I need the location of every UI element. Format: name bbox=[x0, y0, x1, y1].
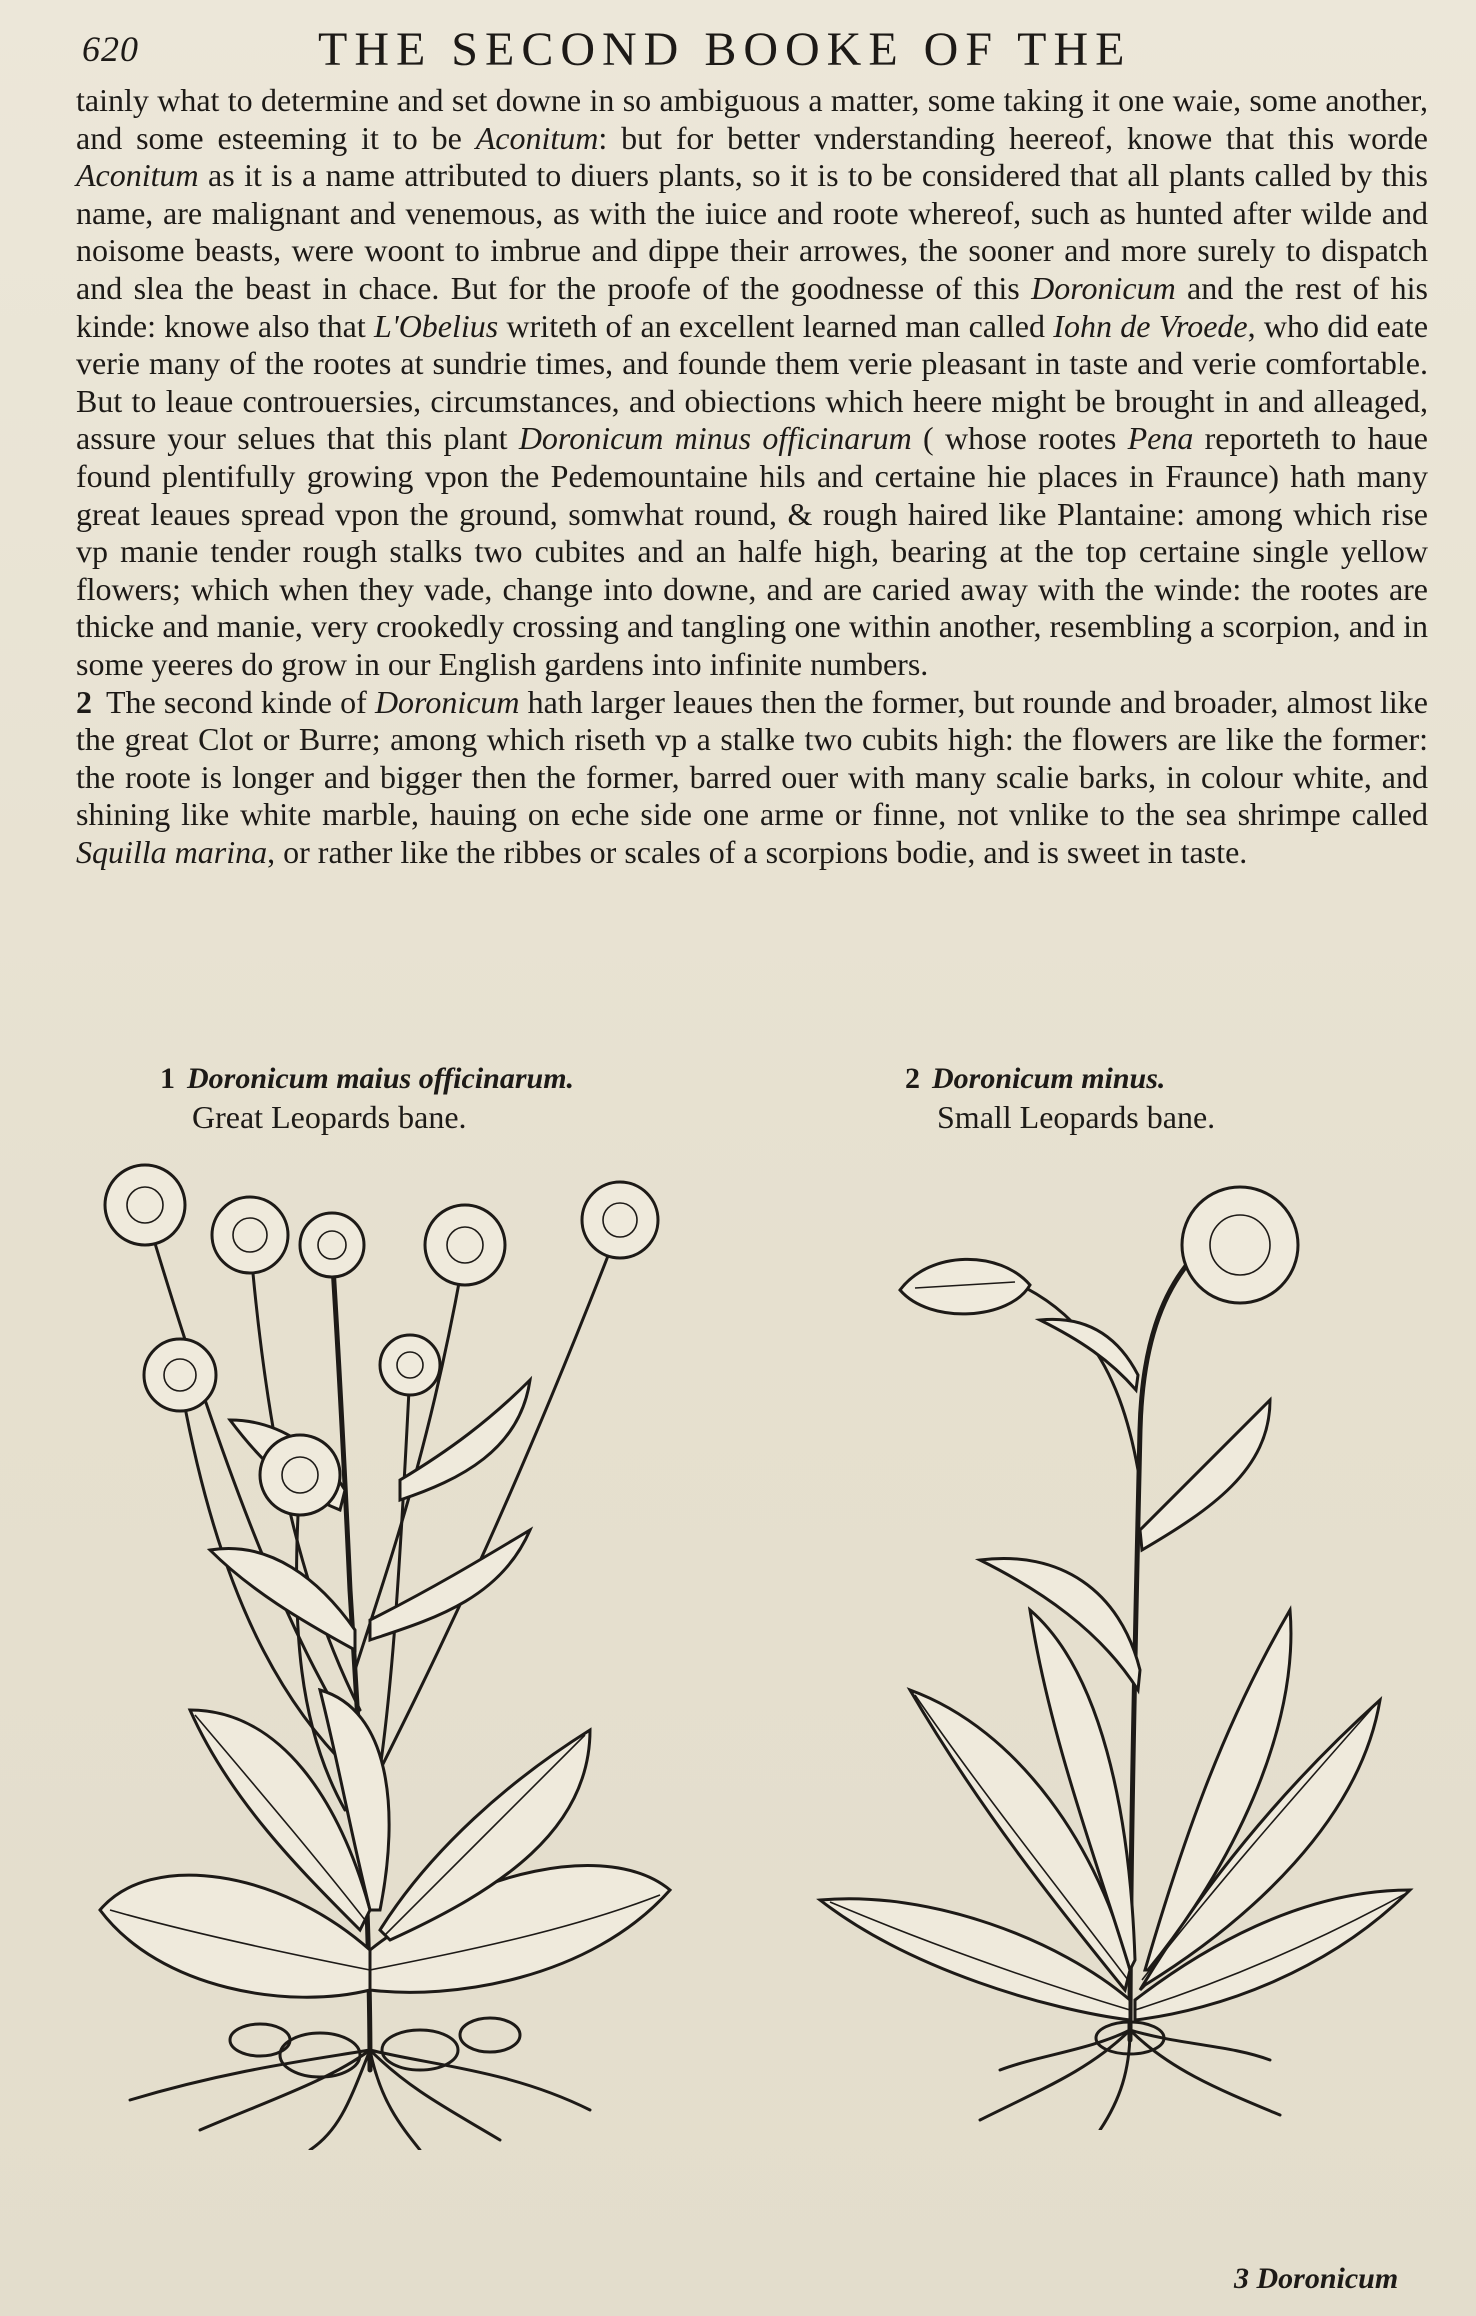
woodcut-small-leopards-bane bbox=[800, 1170, 1420, 2130]
woodcut-great-leopards-bane bbox=[70, 1150, 710, 2150]
running-head: THE SECOND BOOKE OF THE bbox=[318, 23, 1132, 76]
english-name: Great Leopards bane. bbox=[192, 1099, 467, 1135]
latin-name: Doronicum maius officinarum. bbox=[187, 1062, 575, 1095]
english-name: Small Leopards bane. bbox=[937, 1099, 1216, 1135]
paragraph-2: 2 The second kinde of Doronicum hath larger leaues then the former, but rounde and broader, almost like the great Clot or Burre; among which riseth vp a stalke two cubits high: the flowers are like the former: the roote is longer and bigger then the former, barred ouer with many scalie barks, in colour white, and shining like white marble, hauing on eche side one arme or finne, not vnlike to the sea shrimpe called Squilla marina, or rather like the ribbes or scales of a scorpions bodie, and is sweet in taste. bbox=[76, 683, 1428, 870]
figure-caption-2: 2 Doronicum minus. Small Leopards bane. bbox=[905, 1062, 1216, 1135]
paragraph-number: 2 bbox=[76, 683, 92, 720]
latin-name: Doronicum minus. bbox=[932, 1062, 1166, 1095]
catchword: 3 Doronicum bbox=[1234, 2262, 1399, 2295]
figure-caption-1: 1 Doronicum maius officinarum. Great Leopards bane. bbox=[160, 1062, 575, 1135]
paragraph-1: tainly what to determine and set downe in so ambiguous a matter, some taking it one waie, some another, and some esteeming it to be Aconitum: but for better vnderstanding heereof, knowe that this worde Aconitum as it is a name attributed to diuers plants, so it is to be considered that all plants called by this name, are malignant and venemous, as with the iuice and roote whereof, such as hunted after wilde and noisome beasts, were woont to imbrue and dippe their arrowes, the sooner and more surely to dispatch and slea the beast in chace. But for the proofe of the goodnesse of this Doronicum and the rest of his kinde: knowe also that L'Obelius writeth of an excellent learned man called Iohn de Vroede, who did eate verie many of the rootes at sundrie times, and founde them verie pleasant in taste and verie comfortable. But to leaue controuersies, circumstances, and obiections which heere might be brought in and alleaged, assure your selues that this plant Doronicum minus officinarum ( whose rootes Pena reporteth to haue found plentifully growing vpon the Pedemountaine hils and certaine hie places in Fraunce) hath many great leaues spread vpon the ground, somwhat round, & rough haired like Plantaine: among which rise vp manie tender rough stalks two cubites and an halfe high, bearing at the top certaine single yellow flowers; which when they vade, change into downe, and are caried away with the winde: the rootes are thicke and manie, very crookedly crossing and tangling one within another, resembling a scorpion, and in some yeeres do grow in our English gardens into infinite numbers. bbox=[76, 82, 1429, 682]
body-text bbox=[76, 82, 1428, 871]
page-number: 620 bbox=[82, 29, 139, 69]
